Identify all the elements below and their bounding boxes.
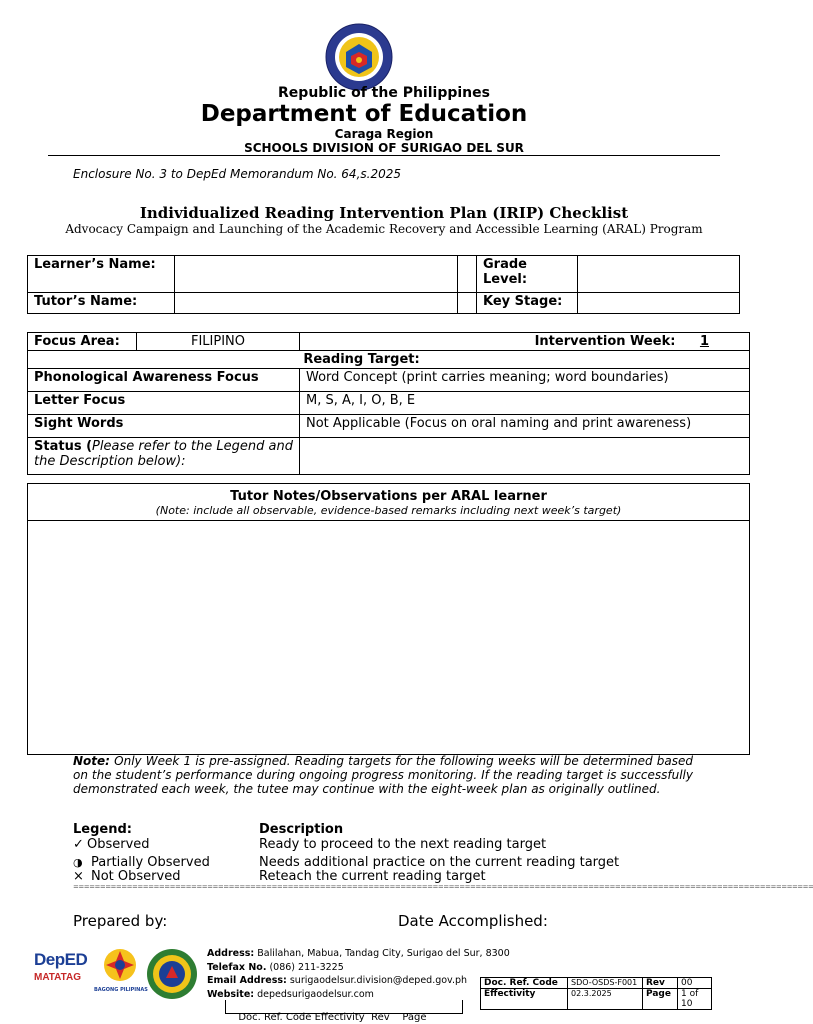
- letter-focus-value: M, S, A, I, O, B, E: [300, 392, 750, 415]
- tutor-notes-title: Tutor Notes/Observations per ARAL learner: [230, 489, 547, 504]
- tutor-notes-area[interactable]: [28, 520, 749, 754]
- intervention-week-label: Intervention Week:: [534, 334, 676, 349]
- status-label: [28, 438, 300, 475]
- focus-area-value: FILIPINO: [137, 333, 300, 351]
- bagong-pilipinas-text: BAGONG PILIPINAS: [94, 987, 148, 993]
- letter-focus-label: Letter Focus: [28, 392, 300, 415]
- key-stage-label: Key Stage:: [477, 293, 578, 314]
- learner-name-field[interactable]: [175, 256, 458, 293]
- legend-desc-observed: Ready to proceed to the next reading target: [259, 837, 547, 852]
- email-line: [207, 974, 510, 988]
- republic-text: Republic of the Philippines: [278, 85, 490, 101]
- legend-label: Legend:: [73, 822, 132, 837]
- sight-words-value: Not Applicable (Focus on oral naming and print awareness): [300, 415, 750, 438]
- form-title: Individualized Reading Intervention Plan (IRIP) Checklist: [139, 204, 629, 222]
- legend-item-partially: [73, 855, 210, 870]
- telefax-label: Telefax No.: [207, 961, 267, 973]
- tutor-notes-subtitle: (Note: include all observable, evidence-based remarks including next week’s target): [155, 504, 622, 517]
- matatag-text: MATATAG: [34, 972, 82, 983]
- sight-words-label: Sight Words: [28, 415, 300, 438]
- website-line: [207, 988, 510, 1002]
- reading-target-label: Reading Target:: [28, 351, 750, 369]
- form-subtitle: Advocacy Campaign and Launching of the Academic Recovery and Accessible Learning (ARAL) Program: [65, 222, 703, 236]
- effectivity-value: 02.3.2025: [568, 989, 643, 1010]
- bagong-pilipinas-emblem-icon: [102, 947, 138, 983]
- description-label: Description: [259, 822, 344, 837]
- doc-ref-overflow-text: Doc. Ref. Code Effectivity Rev Page: [238, 1012, 427, 1023]
- legend-name: Partially Observed: [91, 855, 210, 870]
- website-label: Website:: [207, 988, 255, 1000]
- status-label-italic: Please refer to the Legend and the Description below):: [34, 439, 293, 469]
- legend-item-not-observed: [73, 869, 180, 884]
- date-accomplished-label: Date Accomplished:: [398, 912, 548, 930]
- address-line: [207, 947, 510, 961]
- tutor-notes-box: [27, 483, 750, 755]
- telefax-value: (086) 211-3225: [269, 961, 344, 973]
- page-value: 1 of 10: [678, 989, 712, 1010]
- effectivity-label: Effectivity: [481, 989, 568, 1010]
- note-text: Only Week 1 is pre-assigned. Reading targets for the following weeks will be determined based on the student’s performance during ongoing progress monitoring. If the reading target is successfully demonstrated each week, the tutee may continue with the eight-week plan as originally outlined.: [73, 754, 693, 796]
- half-circle-icon: ◑: [73, 856, 83, 869]
- separator-line: ==========================================================================================================================================: [73, 883, 813, 891]
- page-label: Page: [643, 989, 678, 1010]
- email-value[interactable]: surigaodelsur.division@deped.gov.ph: [289, 975, 468, 986]
- legend-desc-not-observed: Reteach the current reading target: [259, 869, 486, 884]
- learner-name-label: Learner’s Name:: [28, 256, 175, 293]
- website-value[interactable]: depedsurigaodelsur.com: [257, 988, 374, 1000]
- deped-logo-text: DepED: [34, 950, 88, 969]
- legend-name: Not Observed: [91, 869, 181, 884]
- tutor-name-field[interactable]: [175, 293, 458, 314]
- grade-level-field[interactable]: [578, 256, 740, 293]
- grade-level-label: Grade Level:: [477, 256, 578, 293]
- intervention-week-cell: [300, 333, 750, 351]
- intervention-week-value: 1: [699, 334, 709, 349]
- region-text: Caraga Region: [334, 127, 434, 141]
- check-icon: ✓: [73, 837, 84, 852]
- email-label: Email Address:: [207, 975, 287, 986]
- doc-ref-value: SDO-OSDS-F001: [568, 978, 643, 989]
- spacer-cell: [458, 256, 477, 293]
- footer-contact: [207, 947, 510, 1001]
- status-label-bold: Status (: [34, 439, 93, 454]
- enclosure-text: Enclosure No. 3 to DepEd Memorandum No. 64,s.2025: [73, 167, 401, 181]
- reading-plan-table: [27, 332, 750, 475]
- telefax-line: [207, 961, 510, 975]
- spacer-cell: [458, 293, 477, 314]
- phonological-value: Word Concept (print carries meaning; word boundaries): [300, 369, 750, 392]
- status-field[interactable]: [300, 438, 750, 475]
- rev-value: 00: [678, 978, 712, 989]
- division-seal: [146, 948, 198, 1000]
- tutor-name-label: Tutor’s Name:: [28, 293, 175, 314]
- note-label: Note:: [73, 754, 110, 768]
- focus-area-label: Focus Area:: [28, 333, 137, 351]
- deped-matatag-logo: [34, 950, 90, 992]
- key-stage-field[interactable]: [578, 293, 740, 314]
- legend-item-observed: [73, 837, 150, 852]
- phonological-label: Phonological Awareness Focus: [28, 369, 300, 392]
- rev-label: Rev: [643, 978, 678, 989]
- doc-ref-label: Doc. Ref. Code: [481, 978, 568, 989]
- learner-info-table: [27, 255, 740, 314]
- address-label: Address:: [207, 948, 255, 959]
- note-paragraph: [73, 754, 693, 796]
- legend-name: Observed: [87, 837, 150, 852]
- address-value: Balilahan, Mabua, Tandag City, Surigao del Sur, 8300: [257, 948, 510, 959]
- legend-desc-partially: Needs additional practice on the current reading target: [259, 855, 620, 870]
- doc-ref-overflow-row: [225, 1000, 463, 1023]
- x-mark-icon: ×: [73, 869, 84, 884]
- header-rule: [48, 155, 720, 156]
- division-text: SCHOOLS DIVISION OF SURIGAO DEL SUR: [244, 141, 524, 155]
- department-title: Department of Education: [200, 101, 528, 127]
- doc-ref-table: [480, 977, 712, 1010]
- deped-seal: [324, 22, 394, 92]
- prepared-by-label: Prepared by:: [73, 912, 168, 930]
- bagong-pilipinas-logo: [94, 947, 146, 993]
